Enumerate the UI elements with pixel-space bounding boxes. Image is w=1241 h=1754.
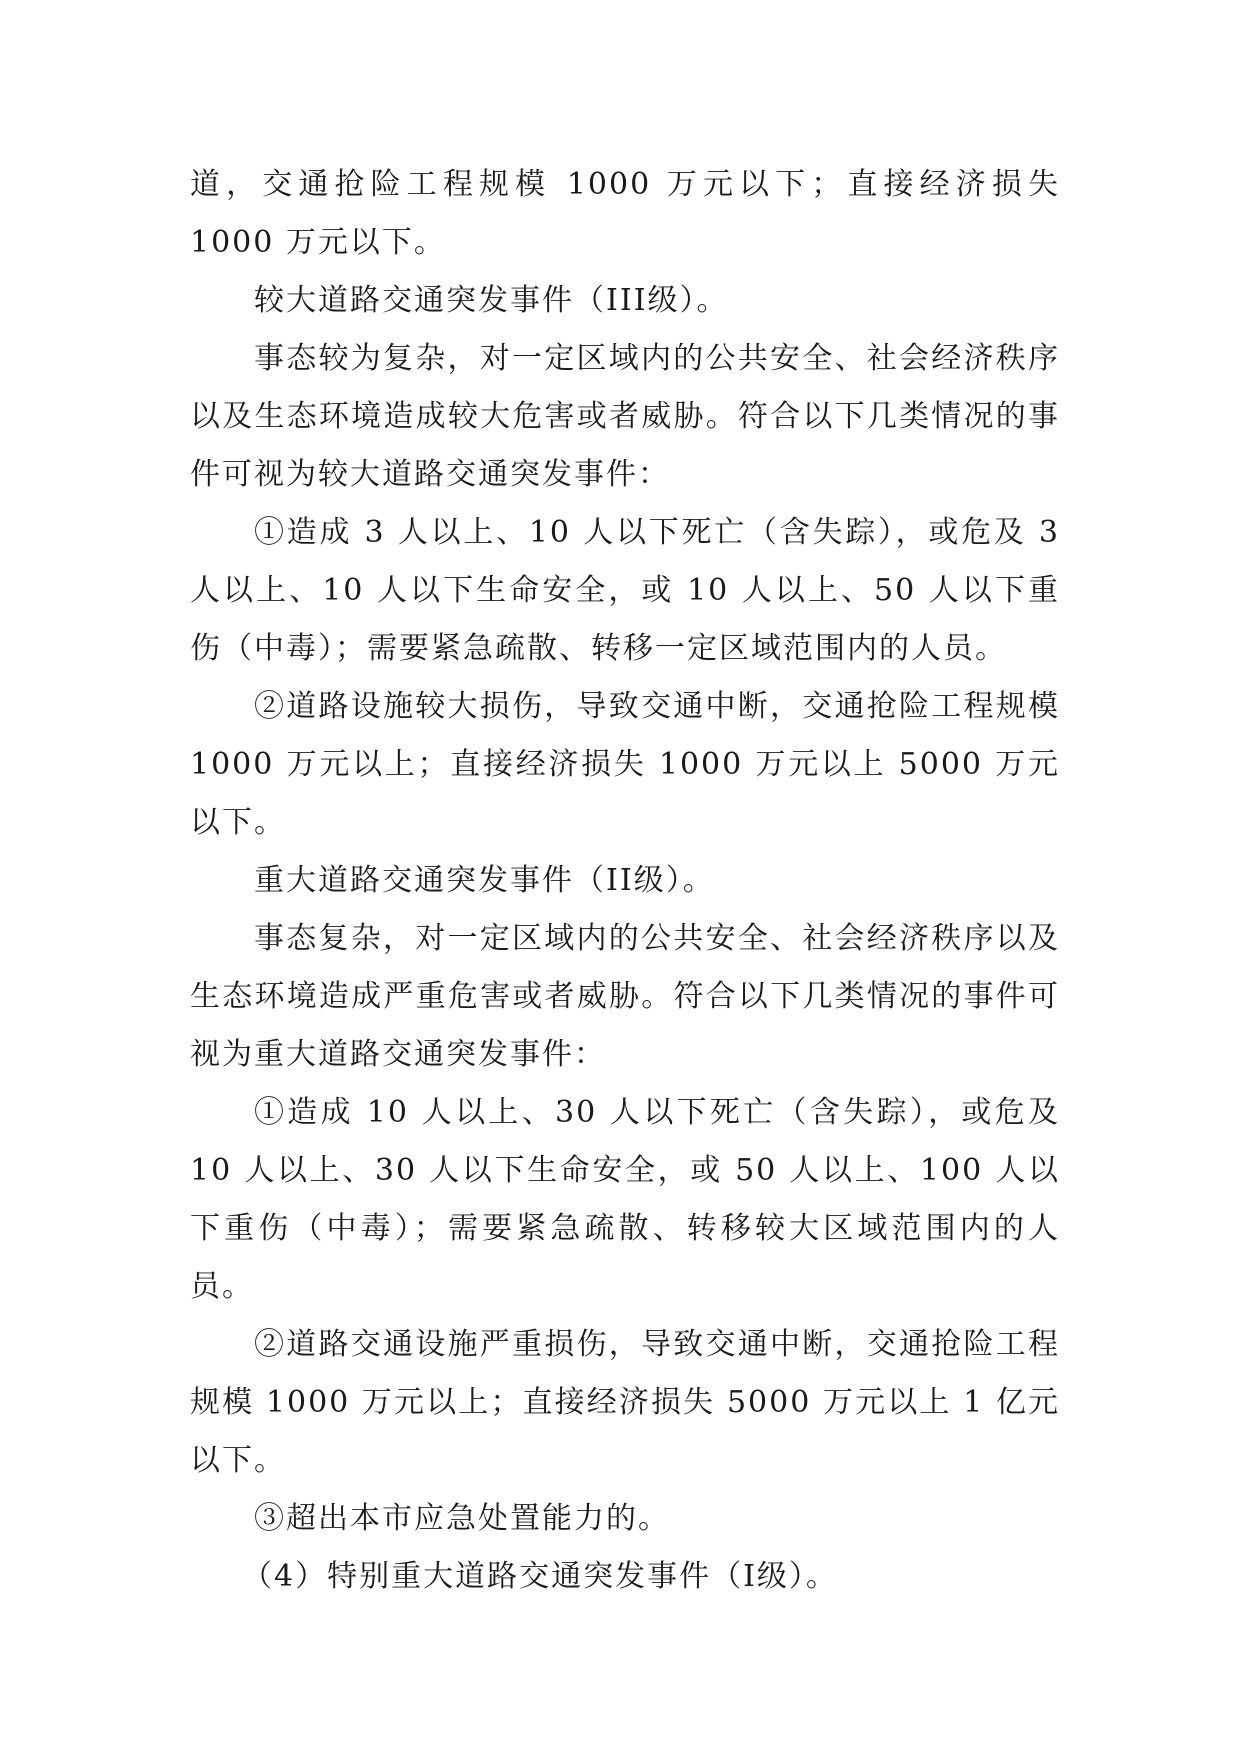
document-body xyxy=(190,156,1060,1606)
paragraph-level-iii-item-1: ①造成 3 人以上、10 人以下死亡（含失踪），或危及 3 人以上、10 人以下生命安全，或 10 人以上、50 人以下重伤（中毒）；需要紧急疏散、转移一定区域范围内的人员。 xyxy=(190,515,1060,666)
heading-level-iii: 较大道路交通突发事件（III级）。 xyxy=(254,283,729,318)
paragraph-level-ii-item-2: ②道路交通设施严重损伤，导致交通中断，交通抢险工程规模 1000 万元以上；直接经济损失 5000 万元以上 1 亿元以下。 xyxy=(190,1327,1060,1478)
paragraph-level-ii-item-3: ③超出本市应急处置能力的。 xyxy=(254,1501,670,1536)
paragraph-level-ii-description: 事态复杂，对一定区域内的公共安全、社会经济秩序以及生态环境造成严重危害或者威胁。符合以下几类情况的事件可视为重大道路交通突发事件： xyxy=(190,921,1060,1072)
paragraph-continuation: 道，交通抢险工程规模 1000 万元以下；直接经济损失 1000 万元以下。 xyxy=(190,167,1060,260)
paragraph-level-iii-description: 事态较为复杂，对一定区域内的公共安全、社会经济秩序以及生态环境造成较大危害或者威胁。符合以下几类情况的事件可视为较大道路交通突发事件： xyxy=(190,341,1060,492)
paragraph-level-ii-item-1: ①造成 10 人以上、30 人以下死亡（含失踪），或危及 10 人以上、30 人以下生命安全，或 50 人以上、100 人以下重伤（中毒）；需要紧急疏散、转移较大区域范围内的人员。 xyxy=(190,1095,1060,1304)
paragraph-level-iii-item-2: ②道路设施较大损伤，导致交通中断，交通抢险工程规模 1000 万元以上；直接经济损失 1000 万元以上 5000 万元以下。 xyxy=(190,689,1060,840)
heading-level-i: （4）特别重大道路交通突发事件（I级）。 xyxy=(242,1559,838,1594)
heading-level-ii: 重大道路交通突发事件（II级）。 xyxy=(254,863,715,898)
